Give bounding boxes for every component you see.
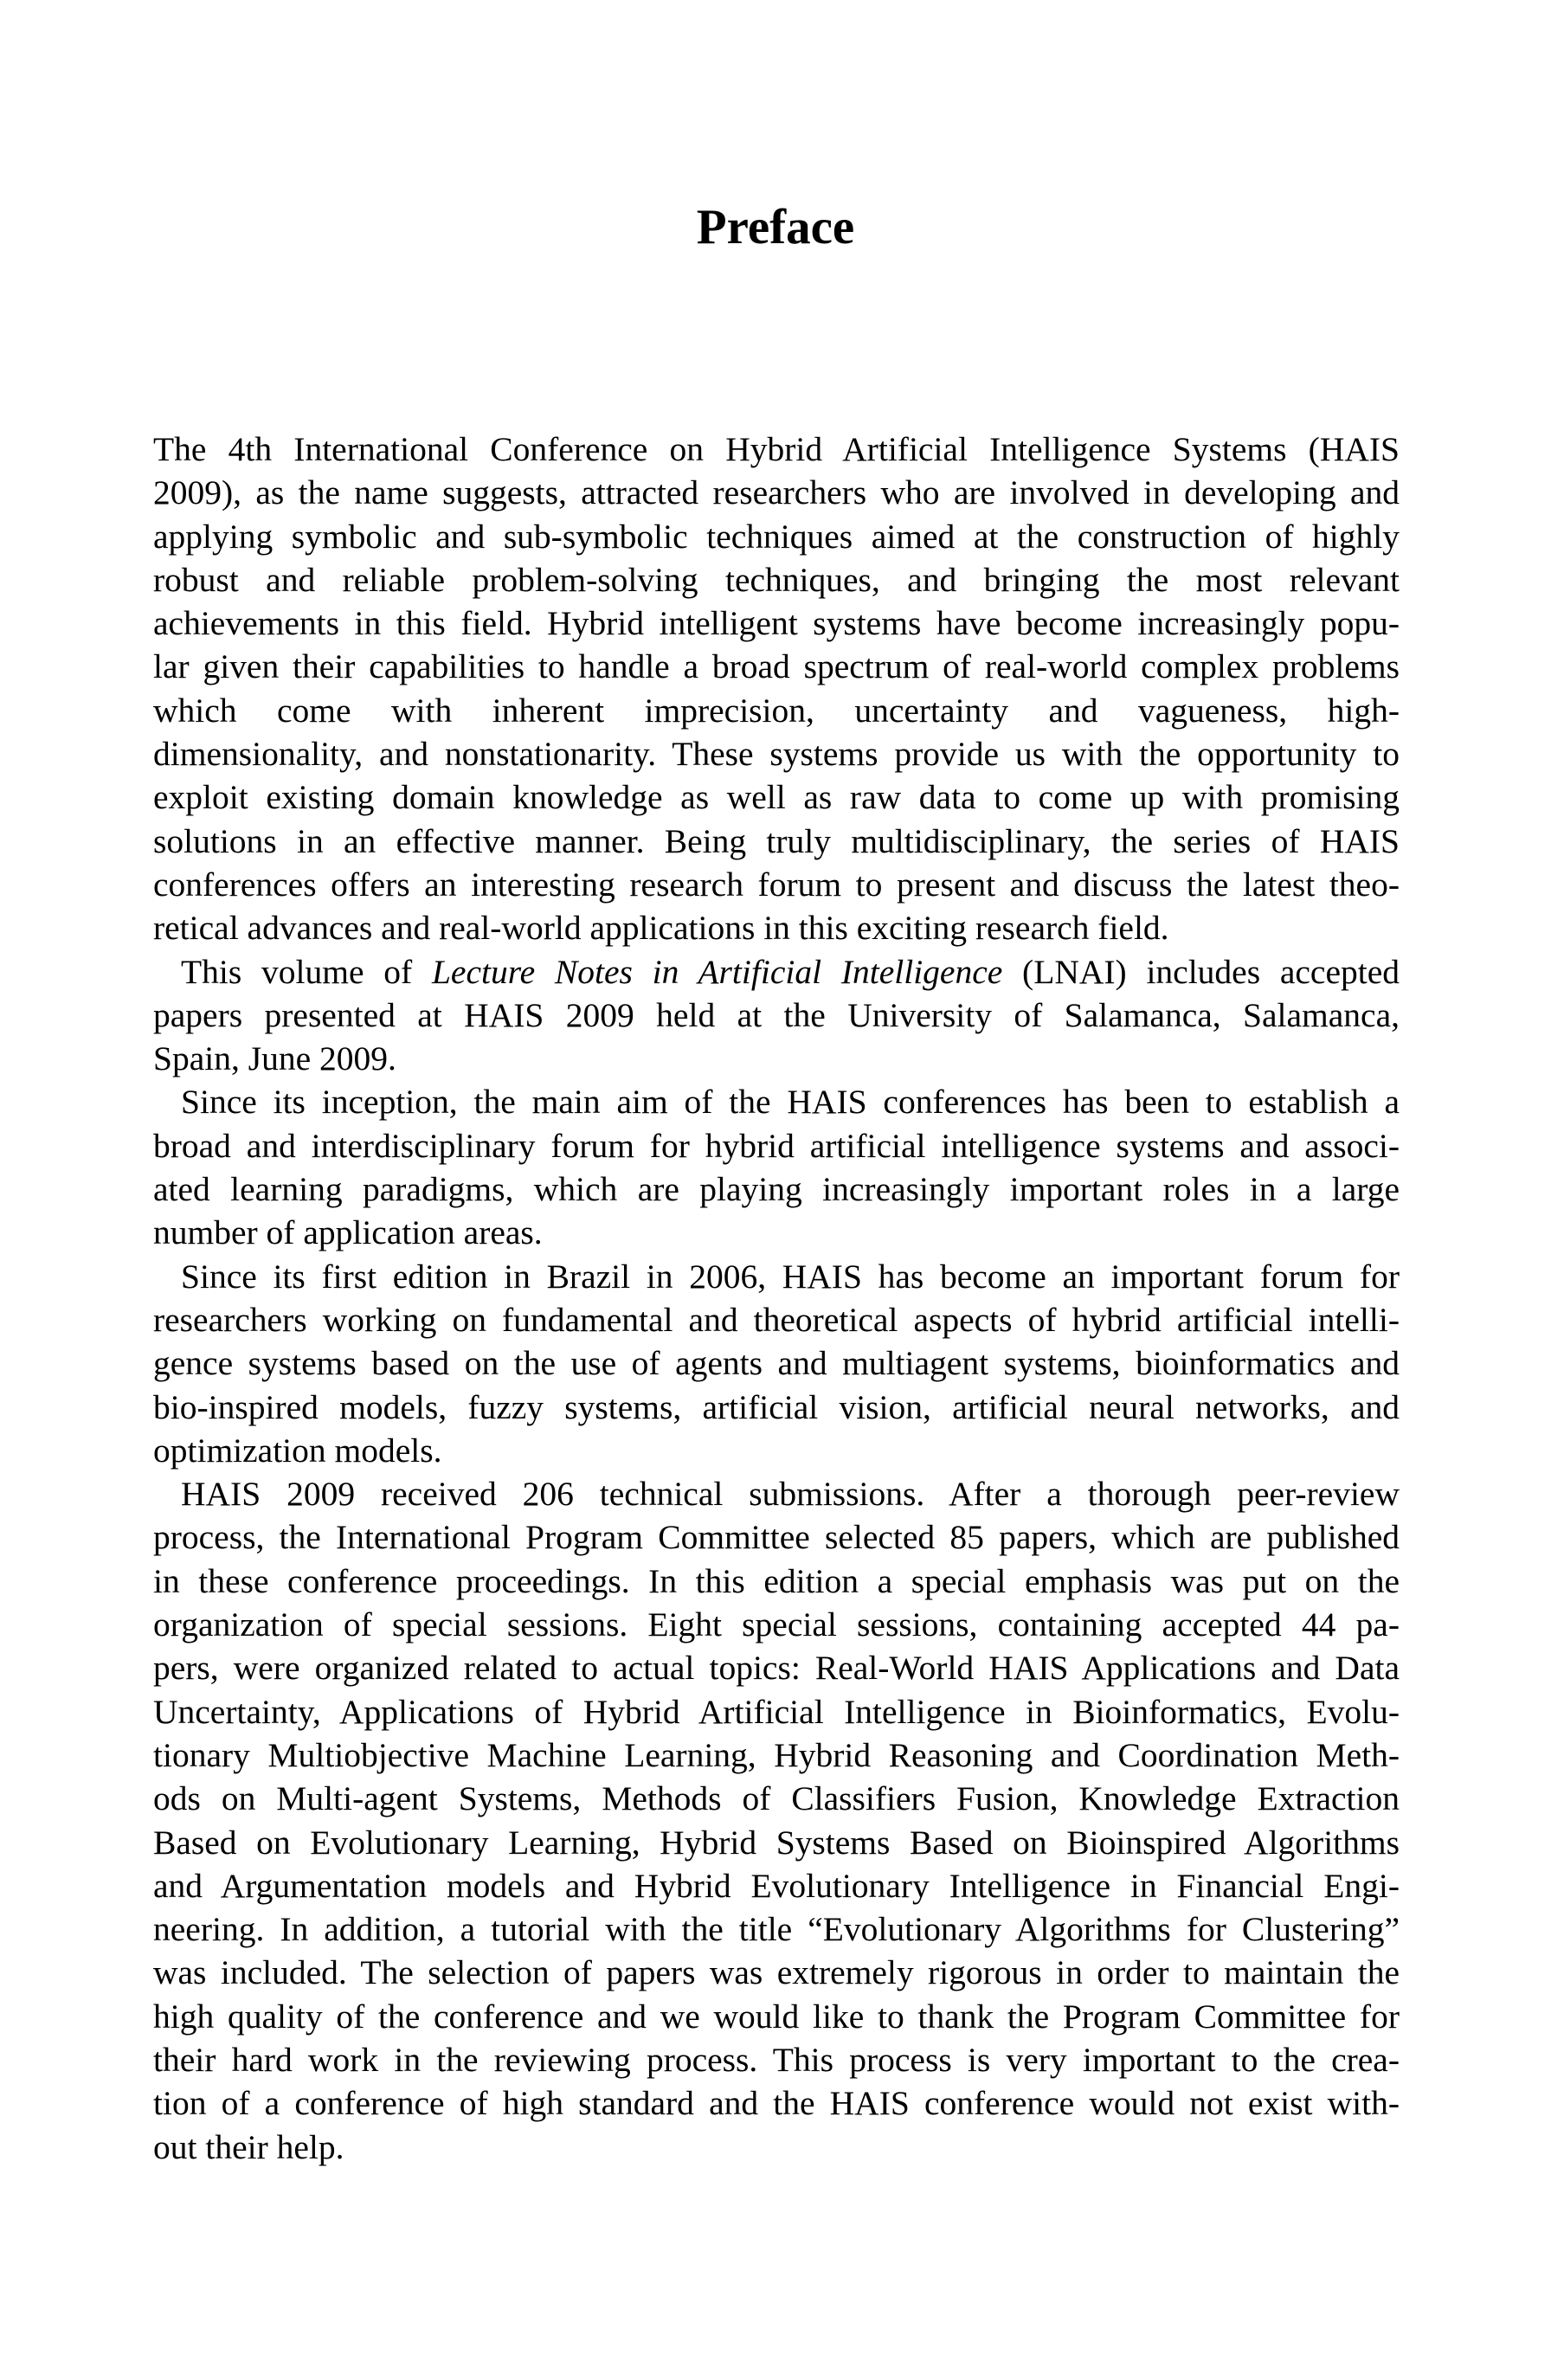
page-title: Preface	[696, 200, 855, 254]
text-segment: optimization models.	[153, 1431, 442, 1470]
text-line	[153, 1777, 1400, 1820]
text-line	[153, 2038, 1400, 2081]
preface-body	[153, 428, 1400, 2169]
text-segment: applying symbolic and sub-symbolic techniques aimed at the construction of highly	[153, 517, 1400, 556]
text-line	[153, 863, 1400, 906]
text-line	[153, 1907, 1400, 1951]
text-line	[153, 2081, 1400, 2125]
text-segment: retical advances and real-world applications in this exciting research field.	[153, 909, 1169, 948]
text-segment: Since its first edition in Brazil in 2006, HAIS has become an important forum for	[181, 1257, 1400, 1296]
text-line	[153, 820, 1400, 863]
text-segment: neering. In addition, a tutorial with the title “Evolutionary Algorithms for Clustering”	[153, 1910, 1400, 1949]
text-line	[153, 601, 1400, 645]
text-segment: organization of special sessions. Eight special sessions, containing accepted 44 pa-	[153, 1605, 1400, 1644]
text-line	[153, 1951, 1400, 1994]
text-line	[153, 1472, 1400, 1515]
text-segment: achievements in this field. Hybrid intelligent systems have become increasingly popu-	[153, 604, 1400, 643]
text-segment: The 4th International Conference on Hybrid Artificial Intelligence Systems (HAIS	[153, 430, 1400, 468]
text-segment: This volume of	[181, 952, 432, 991]
paragraph	[153, 950, 1400, 1081]
paragraph	[153, 428, 1400, 950]
text-segment: ated learning paradigms, which are playing increasingly important roles in a large	[153, 1170, 1400, 1209]
text-line	[153, 994, 1400, 1037]
text-line	[153, 1515, 1400, 1559]
text-segment: broad and interdisciplinary forum for hybrid artificial intelligence systems and associ-	[153, 1126, 1400, 1165]
text-segment: gence systems based on the use of agents and multiagent systems, bioinformatics and	[153, 1344, 1400, 1383]
text-line	[153, 558, 1400, 601]
text-line	[153, 775, 1400, 819]
text-segment: researchers working on fundamental and theoretical aspects of hybrid artificial intelli-	[153, 1300, 1400, 1339]
text-line	[153, 732, 1400, 775]
text-segment: tionary Multiobjective Machine Learning, Hybrid Reasoning and Coordination Meth-	[153, 1735, 1400, 1774]
text-segment: dimensionality, and nonstationarity. These systems provide us with the opportunity to	[153, 735, 1400, 774]
text-segment: was included. The selection of papers was extremely rigorous in order to maintain the	[153, 1953, 1400, 1992]
text-segment: ods on Multi-agent Systems, Methods of Classifiers Fusion, Knowledge Extraction	[153, 1779, 1400, 1818]
text-segment: in these conference proceedings. In this edition a special emphasis was put on the	[153, 1561, 1400, 1600]
text-line	[153, 1734, 1400, 1777]
text-line	[153, 1124, 1400, 1167]
text-line	[153, 1255, 1400, 1298]
text-segment: bio-inspired models, fuzzy systems, artificial vision, artificial neural networks, and	[153, 1387, 1400, 1426]
text-segment: and Argumentation models and Hybrid Evolutionary Intelligence in Financial Engi-	[153, 1866, 1400, 1905]
text-segment: Uncertainty, Applications of Hybrid Artificial Intelligence in Bioinformatics, Evolu-	[153, 1692, 1400, 1731]
text-segment: exploit existing domain knowledge as well as raw data to come up with promising	[153, 778, 1400, 817]
text-line	[153, 1821, 1400, 1864]
text-segment: Since its inception, the main aim of the HAIS conferences has been to establish a	[181, 1083, 1400, 1122]
text-segment: which come with inherent imprecision, uncertainty and vagueness, high-	[153, 691, 1400, 730]
text-line	[153, 1690, 1400, 1734]
text-line	[153, 1864, 1400, 1907]
paragraph	[153, 1255, 1400, 1472]
text-line	[153, 1560, 1400, 1603]
text-line	[153, 1646, 1400, 1689]
text-line	[153, 1603, 1400, 1646]
paragraph	[153, 1472, 1400, 2169]
paragraph	[153, 1080, 1400, 1254]
text-line	[153, 471, 1400, 514]
text-line	[153, 2126, 1400, 2169]
text-line	[153, 1037, 1400, 1080]
text-segment: tion of a conference of high standard and the HAIS conference would not exist with-	[153, 2084, 1400, 2123]
text-line	[153, 1386, 1400, 1429]
text-segment: (LNAI) includes accepted	[1002, 952, 1400, 991]
italic-text: Lecture Notes in Artificial Intelligence	[431, 952, 1003, 991]
text-segment: pers, were organized related to actual topics: Real-World HAIS Applications and Data	[153, 1649, 1400, 1688]
text-line	[153, 1080, 1400, 1123]
text-line	[153, 1995, 1400, 2038]
text-segment: out their help.	[153, 2127, 344, 2166]
text-line	[153, 1429, 1400, 1472]
text-segment: conferences offers an interesting research forum to present and discuss the latest theo-	[153, 865, 1400, 904]
text-segment: lar given their capabilities to handle a broad spectrum of real-world complex problems	[153, 647, 1400, 686]
text-segment: papers presented at HAIS 2009 held at the University of Salamanca, Salamanca,	[153, 995, 1400, 1034]
text-line	[153, 906, 1400, 949]
text-segment: Based on Evolutionary Learning, Hybrid Systems Based on Bioinspired Algorithms	[153, 1823, 1400, 1862]
text-line	[153, 1167, 1400, 1211]
text-segment: high quality of the conference and we would like to thank the Program Committee for	[153, 1997, 1400, 2036]
text-line	[153, 515, 1400, 558]
text-line	[153, 1211, 1400, 1254]
text-line	[153, 689, 1400, 732]
text-line	[153, 1298, 1400, 1341]
text-segment: robust and reliable problem-solving techniques, and bringing the most relevant	[153, 560, 1400, 599]
text-segment: solutions in an effective manner. Being truly multidisciplinary, the series of HAIS	[153, 821, 1400, 860]
text-segment: HAIS 2009 received 206 technical submissions. After a thorough peer-review	[181, 1475, 1400, 1514]
text-line	[153, 645, 1400, 688]
text-segment: their hard work in the reviewing process. This process is very important to the crea-	[153, 2040, 1400, 2079]
text-segment: process, the International Program Committee selected 85 papers, which are published	[153, 1518, 1400, 1557]
text-line	[153, 428, 1400, 471]
text-segment: 2009), as the name suggests, attracted researchers who are involved in developing and	[153, 473, 1400, 512]
text-segment: Spain, June 2009.	[153, 1039, 396, 1078]
text-line	[153, 1341, 1400, 1385]
text-line	[153, 950, 1400, 994]
text-segment: number of application areas.	[153, 1213, 543, 1252]
